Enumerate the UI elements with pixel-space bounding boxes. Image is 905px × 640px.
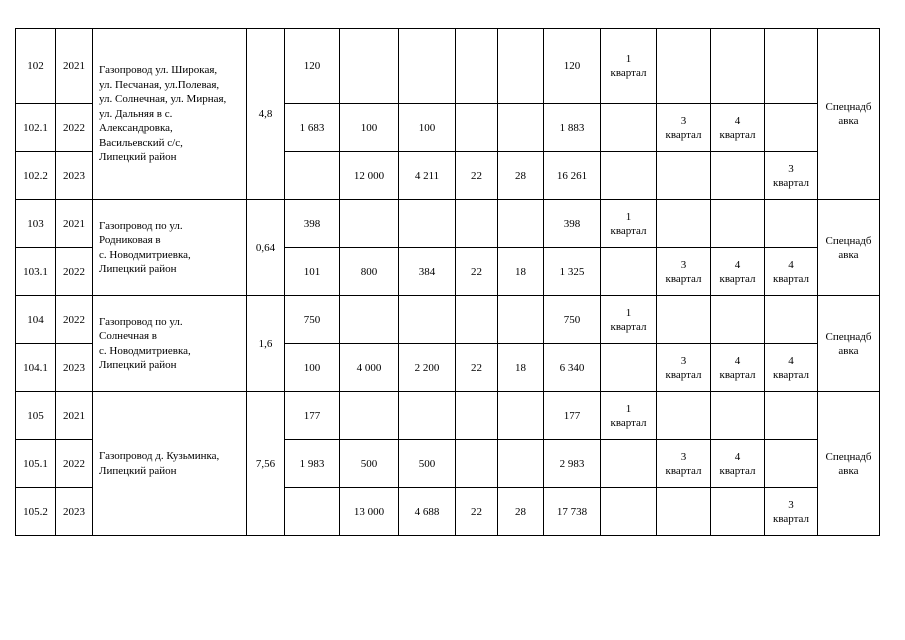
row-year: 2022 bbox=[56, 440, 93, 488]
quarter-cell bbox=[765, 200, 818, 248]
contractor-cell: Спецнадб авка bbox=[818, 200, 880, 296]
value-cell: 18 bbox=[498, 344, 544, 392]
row-number: 105.2 bbox=[16, 488, 56, 536]
value-cell bbox=[456, 392, 498, 440]
total-cell: 2 983 bbox=[544, 440, 601, 488]
quarter-cell bbox=[601, 488, 657, 536]
quarter-cell: 4 квартал bbox=[711, 440, 765, 488]
quarter-cell bbox=[765, 296, 818, 344]
value-cell bbox=[399, 200, 456, 248]
value-cell: 177 bbox=[285, 392, 340, 440]
value-cell bbox=[498, 29, 544, 104]
value-cell: 101 bbox=[285, 248, 340, 296]
row-year: 2021 bbox=[56, 200, 93, 248]
table-row bbox=[16, 200, 880, 248]
value-cell: 28 bbox=[498, 488, 544, 536]
value-cell bbox=[498, 200, 544, 248]
total-cell: 398 bbox=[544, 200, 601, 248]
row-year: 2023 bbox=[56, 152, 93, 200]
row-year: 2021 bbox=[56, 392, 93, 440]
value-cell: 13 000 bbox=[340, 488, 399, 536]
total-cell: 16 261 bbox=[544, 152, 601, 200]
value-cell: 500 bbox=[399, 440, 456, 488]
quarter-cell bbox=[711, 296, 765, 344]
value-cell bbox=[399, 296, 456, 344]
value-cell: 100 bbox=[399, 104, 456, 152]
total-cell: 17 738 bbox=[544, 488, 601, 536]
quarter-cell: 3 квартал bbox=[657, 344, 711, 392]
quarter-cell bbox=[765, 104, 818, 152]
quarter-cell bbox=[657, 200, 711, 248]
row-number: 105 bbox=[16, 392, 56, 440]
pipeline-length: 4,8 bbox=[247, 29, 285, 200]
quarter-cell: 3 квартал bbox=[765, 488, 818, 536]
row-year: 2021 bbox=[56, 29, 93, 104]
value-cell: 500 bbox=[340, 440, 399, 488]
value-cell bbox=[399, 29, 456, 104]
pipeline-length: 7,56 bbox=[247, 392, 285, 536]
value-cell: 18 bbox=[498, 248, 544, 296]
quarter-cell: 4 квартал bbox=[711, 104, 765, 152]
quarter-cell: 1 квартал bbox=[601, 29, 657, 104]
total-cell: 120 bbox=[544, 29, 601, 104]
object-name: Газопровод по ул. Родниковая в с. Новодмитриевка, Липецкий район bbox=[93, 200, 247, 296]
quarter-cell: 3 квартал bbox=[765, 152, 818, 200]
quarter-cell bbox=[601, 440, 657, 488]
value-cell: 4 000 bbox=[340, 344, 399, 392]
value-cell bbox=[340, 392, 399, 440]
quarter-cell bbox=[601, 152, 657, 200]
value-cell: 120 bbox=[285, 29, 340, 104]
value-cell bbox=[498, 440, 544, 488]
total-cell: 177 bbox=[544, 392, 601, 440]
value-cell: 398 bbox=[285, 200, 340, 248]
total-cell: 6 340 bbox=[544, 344, 601, 392]
row-number: 102 bbox=[16, 29, 56, 104]
row-number: 104.1 bbox=[16, 344, 56, 392]
quarter-cell: 3 квартал bbox=[657, 440, 711, 488]
row-year: 2022 bbox=[56, 104, 93, 152]
value-cell: 2 200 bbox=[399, 344, 456, 392]
quarter-cell bbox=[601, 248, 657, 296]
value-cell: 1 683 bbox=[285, 104, 340, 152]
gas-pipeline-table bbox=[15, 28, 880, 536]
value-cell bbox=[340, 296, 399, 344]
value-cell bbox=[340, 29, 399, 104]
row-year: 2022 bbox=[56, 248, 93, 296]
quarter-cell bbox=[601, 344, 657, 392]
value-cell: 750 bbox=[285, 296, 340, 344]
value-cell bbox=[340, 200, 399, 248]
value-cell bbox=[456, 440, 498, 488]
quarter-cell: 4 квартал bbox=[711, 344, 765, 392]
quarter-cell bbox=[711, 29, 765, 104]
value-cell: 4 211 bbox=[399, 152, 456, 200]
row-number: 102.2 bbox=[16, 152, 56, 200]
quarter-cell bbox=[657, 29, 711, 104]
object-name: Газопровод д. Кузьминка, Липецкий район bbox=[93, 392, 247, 536]
contractor-cell: Спецнадб авка bbox=[818, 296, 880, 392]
row-number: 102.1 bbox=[16, 104, 56, 152]
contractor-cell: Спецнадб авка bbox=[818, 29, 880, 200]
total-cell: 750 bbox=[544, 296, 601, 344]
value-cell: 22 bbox=[456, 488, 498, 536]
quarter-cell: 1 квартал bbox=[601, 392, 657, 440]
quarter-cell bbox=[765, 440, 818, 488]
quarter-cell bbox=[711, 392, 765, 440]
value-cell bbox=[456, 200, 498, 248]
quarter-cell bbox=[765, 29, 818, 104]
value-cell bbox=[285, 152, 340, 200]
quarter-cell: 4 квартал bbox=[765, 248, 818, 296]
value-cell bbox=[285, 488, 340, 536]
row-year: 2023 bbox=[56, 344, 93, 392]
total-cell: 1 883 bbox=[544, 104, 601, 152]
quarter-cell bbox=[657, 296, 711, 344]
value-cell: 800 bbox=[340, 248, 399, 296]
quarter-cell: 4 квартал bbox=[711, 248, 765, 296]
table-row bbox=[16, 29, 880, 104]
quarter-cell bbox=[711, 488, 765, 536]
quarter-cell: 3 квартал bbox=[657, 248, 711, 296]
quarter-cell: 4 квартал bbox=[765, 344, 818, 392]
row-year: 2022 bbox=[56, 296, 93, 344]
value-cell bbox=[399, 392, 456, 440]
row-year: 2023 bbox=[56, 488, 93, 536]
table-row bbox=[16, 392, 880, 440]
contractor-cell: Спецнадб авка bbox=[818, 392, 880, 536]
value-cell: 4 688 bbox=[399, 488, 456, 536]
value-cell: 384 bbox=[399, 248, 456, 296]
quarter-cell bbox=[657, 488, 711, 536]
row-number: 103 bbox=[16, 200, 56, 248]
value-cell: 22 bbox=[456, 248, 498, 296]
pipeline-length: 0,64 bbox=[247, 200, 285, 296]
pipeline-length: 1,6 bbox=[247, 296, 285, 392]
object-name: Газопровод ул. Широкая, ул. Песчаная, ул.Полевая, ул. Солнечная, ул. Мирная, ул. Дальняя в с. Александровка, Васильевский с/с, Липецкий район bbox=[93, 29, 247, 200]
quarter-cell: 1 квартал bbox=[601, 296, 657, 344]
value-cell bbox=[456, 296, 498, 344]
quarter-cell: 1 квартал bbox=[601, 200, 657, 248]
value-cell bbox=[498, 392, 544, 440]
value-cell bbox=[456, 29, 498, 104]
row-number: 103.1 bbox=[16, 248, 56, 296]
quarter-cell: 3 квартал bbox=[657, 104, 711, 152]
quarter-cell bbox=[711, 200, 765, 248]
value-cell: 100 bbox=[340, 104, 399, 152]
value-cell bbox=[498, 296, 544, 344]
quarter-cell bbox=[601, 104, 657, 152]
value-cell: 100 bbox=[285, 344, 340, 392]
value-cell: 22 bbox=[456, 344, 498, 392]
quarter-cell bbox=[657, 152, 711, 200]
total-cell: 1 325 bbox=[544, 248, 601, 296]
table-row bbox=[16, 296, 880, 344]
value-cell: 22 bbox=[456, 152, 498, 200]
row-number: 104 bbox=[16, 296, 56, 344]
quarter-cell bbox=[765, 392, 818, 440]
quarter-cell bbox=[711, 152, 765, 200]
quarter-cell bbox=[657, 392, 711, 440]
value-cell: 1 983 bbox=[285, 440, 340, 488]
value-cell bbox=[456, 104, 498, 152]
object-name: Газопровод по ул. Солнечная в с. Новодмитриевка, Липецкий район bbox=[93, 296, 247, 392]
value-cell: 12 000 bbox=[340, 152, 399, 200]
row-number: 105.1 bbox=[16, 440, 56, 488]
value-cell: 28 bbox=[498, 152, 544, 200]
value-cell bbox=[498, 104, 544, 152]
